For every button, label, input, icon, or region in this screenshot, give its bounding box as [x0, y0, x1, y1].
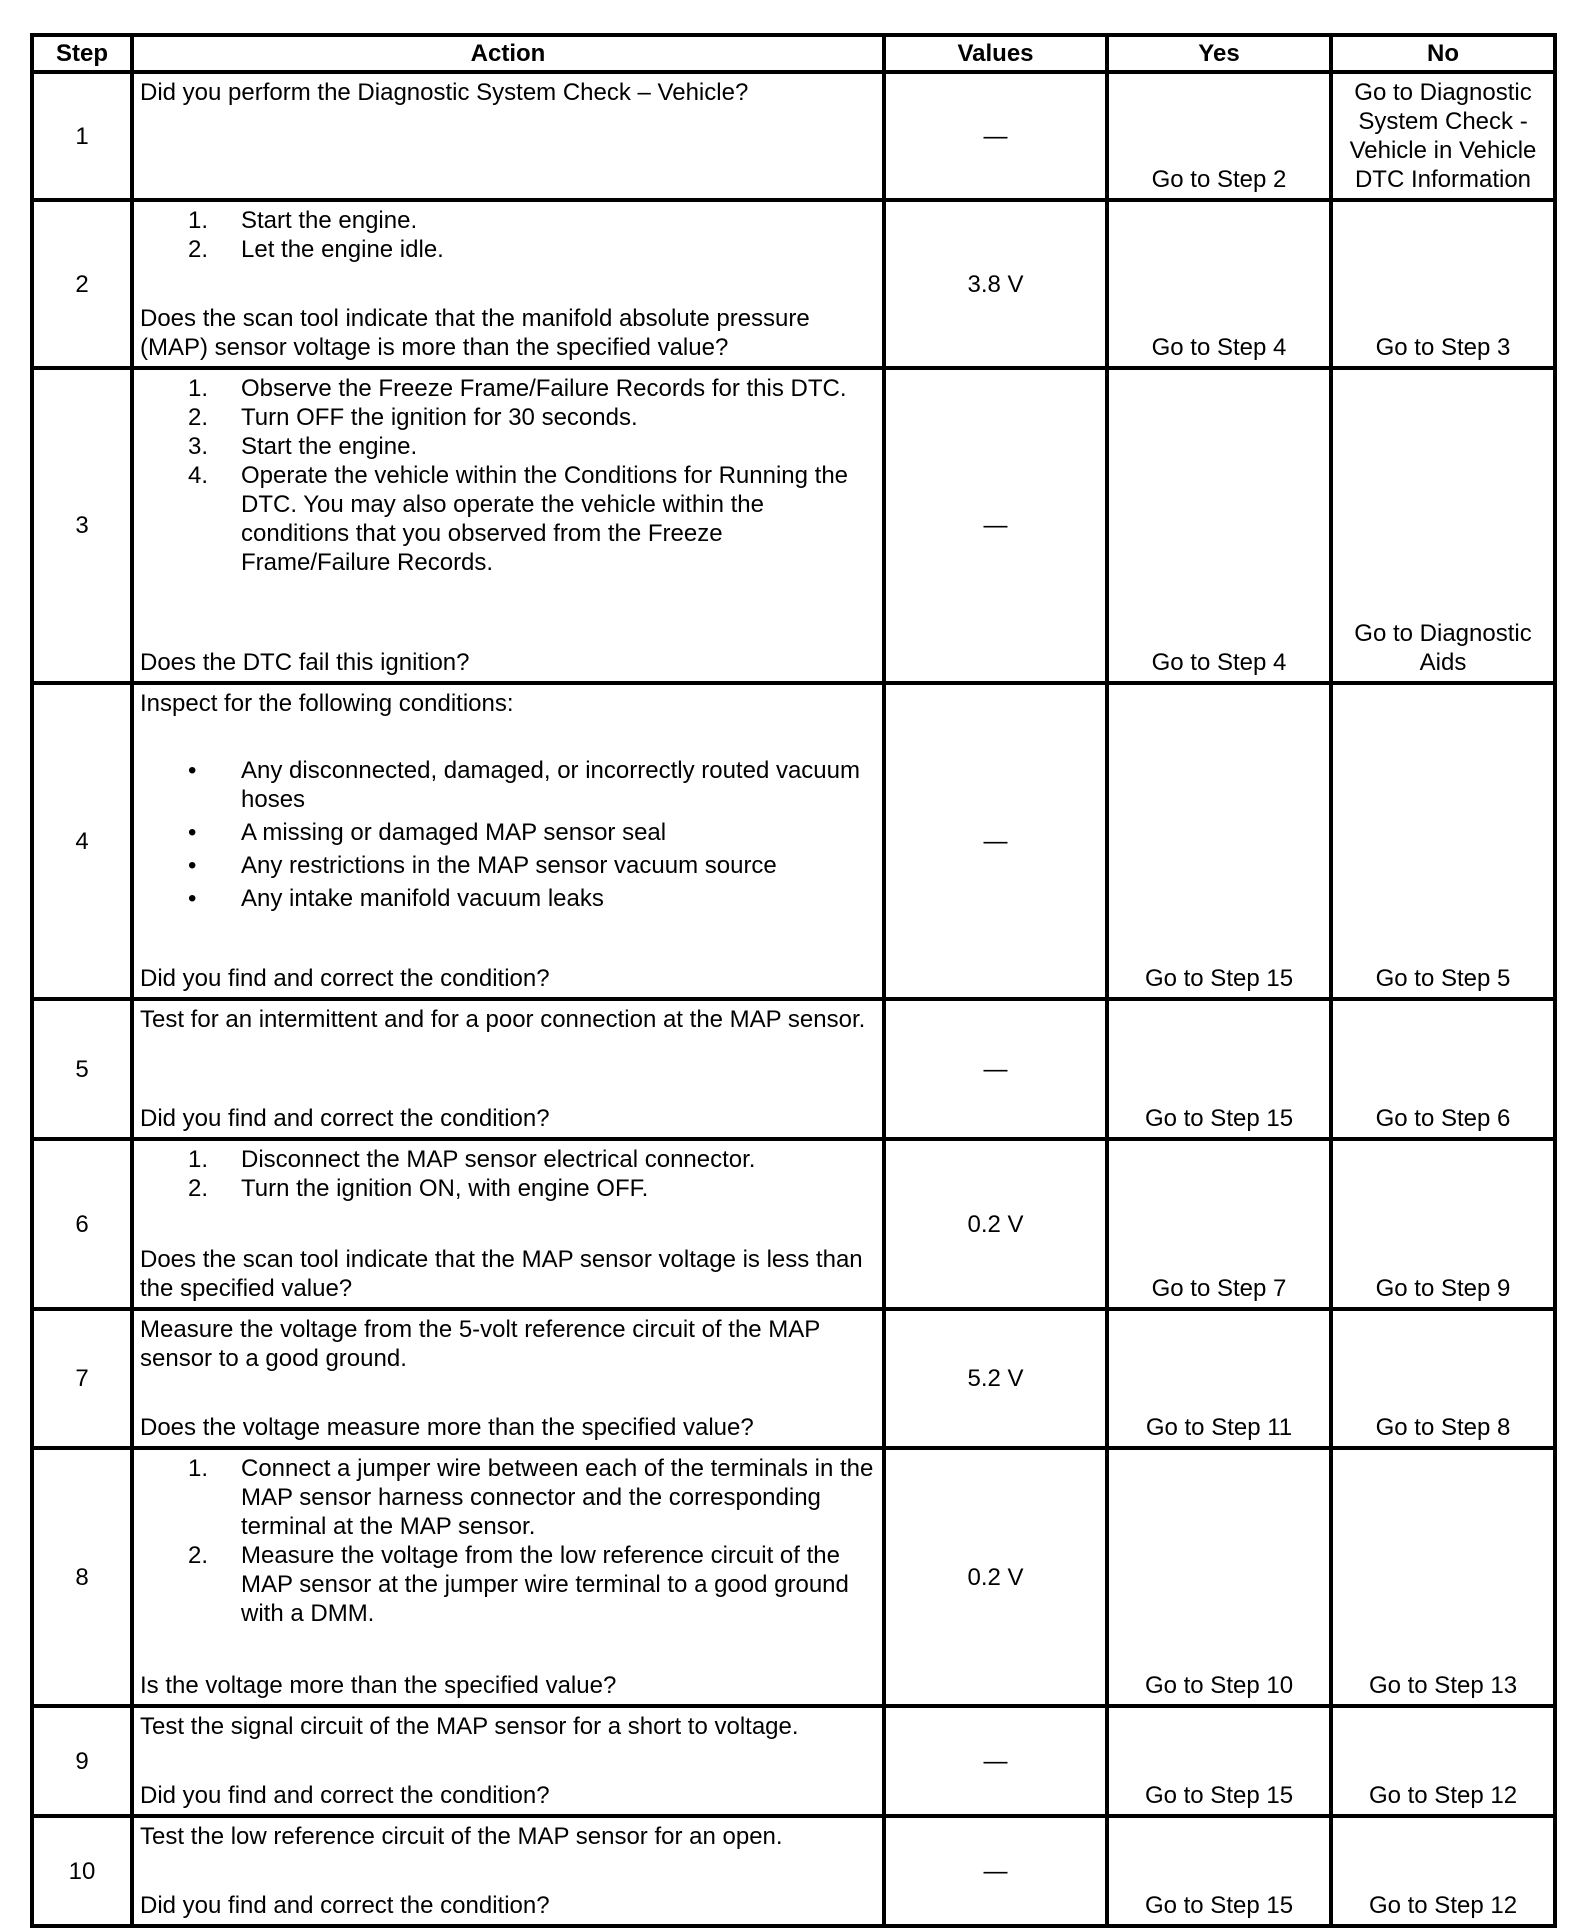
- action-cell: [132, 200, 884, 368]
- action-cell: [132, 1448, 884, 1706]
- action-steps: [140, 1454, 876, 1628]
- yes-cell: Go to Step 10: [1107, 1448, 1331, 1706]
- values-cell: 0.2 V: [884, 1448, 1107, 1706]
- action-cell: [132, 1139, 884, 1309]
- diagnostic-table: [30, 33, 1557, 1928]
- action-lead: Measure the voltage from the 5-volt reference circuit of the MAP sensor to a good ground.: [140, 1316, 820, 1372]
- action-question: Does the DTC fail this ignition?: [140, 649, 470, 676]
- step-number: 10: [32, 1816, 132, 1926]
- step-number: 8: [32, 1448, 132, 1706]
- action-question: Is the voltage more than the specified value?: [140, 1672, 617, 1699]
- table-row: [32, 999, 1555, 1139]
- values-cell: —: [884, 1706, 1107, 1816]
- yes-cell: Go to Step 15: [1107, 683, 1331, 999]
- values-cell: 0.2 V: [884, 1139, 1107, 1309]
- list-item: 1. Connect a jumper wire between each of the terminals in the MAP sensor harness connector and the corresponding terminal at the MAP sensor.: [188, 1455, 874, 1540]
- bullet-icon: •: [188, 819, 197, 846]
- list-item: 4. Operate the vehicle within the Conditions for Running the DTC. You may also operate the vehicle within the conditions that you observed from the Freeze Frame/Failure Records.: [188, 462, 849, 576]
- yes-cell: Go to Step 11: [1107, 1309, 1331, 1448]
- condition-list: [140, 756, 876, 913]
- action-cell: [132, 1706, 884, 1816]
- yes-cell: Go to Step 15: [1107, 999, 1331, 1139]
- step-number: 4: [32, 683, 132, 999]
- action-question: Does the scan tool indicate that the MAP sensor voltage is less than the specified value?: [140, 1246, 863, 1302]
- no-cell: Go to Step 12: [1331, 1816, 1555, 1926]
- step-number: 3: [32, 368, 132, 683]
- yes-cell: Go to Step 4: [1107, 368, 1331, 683]
- list-item: • Any disconnected, damaged, or incorrectly routed vacuum hoses: [188, 757, 860, 813]
- values-cell: —: [884, 1816, 1107, 1926]
- step-number: 2: [32, 200, 132, 368]
- values-cell: —: [884, 683, 1107, 999]
- table-row: [32, 683, 1555, 999]
- header-step: Step: [32, 35, 132, 72]
- table-row: [32, 72, 1555, 200]
- no-cell: Go to Step 6: [1331, 999, 1555, 1139]
- header-no: No: [1331, 35, 1555, 72]
- table-row: [32, 1816, 1555, 1926]
- header-action: Action: [132, 35, 884, 72]
- bullet-icon: •: [188, 852, 197, 879]
- action-question: Did you find and correct the condition?: [140, 1782, 550, 1809]
- list-item: • Any intake manifold vacuum leaks: [188, 885, 604, 912]
- action-question: Does the scan tool indicate that the manifold absolute pressure (MAP) sensor voltage is more than the specified value?: [140, 305, 810, 361]
- header-yes: Yes: [1107, 35, 1331, 72]
- action-question: Does the voltage measure more than the specified value?: [140, 1414, 754, 1441]
- yes-cell: Go to Step 7: [1107, 1139, 1331, 1309]
- yes-cell: Go to Step 4: [1107, 200, 1331, 368]
- no-cell: Go to Step 13: [1331, 1448, 1555, 1706]
- action-cell: [132, 683, 884, 999]
- table-row: [32, 368, 1555, 683]
- yes-cell: Go to Step 15: [1107, 1706, 1331, 1816]
- action-steps: [140, 1145, 876, 1203]
- no-cell: Go to Step 5: [1331, 683, 1555, 999]
- table-row: [32, 1139, 1555, 1309]
- action-lead: Test the signal circuit of the MAP sensor for a short to voltage.: [140, 1713, 799, 1740]
- values-cell: —: [884, 999, 1107, 1139]
- list-item: 2. Turn OFF the ignition for 30 seconds.: [188, 404, 638, 431]
- table-row: [32, 1448, 1555, 1706]
- no-cell: Go to Step 9: [1331, 1139, 1555, 1309]
- action-cell: [132, 1816, 884, 1926]
- action-question: Did you find and correct the condition?: [140, 965, 550, 992]
- list-item: • A missing or damaged MAP sensor seal: [188, 819, 667, 846]
- action-steps: [140, 206, 876, 264]
- values-cell: —: [884, 72, 1107, 200]
- values-cell: —: [884, 368, 1107, 683]
- table-row: [32, 1309, 1555, 1448]
- no-cell: Go to Step 8: [1331, 1309, 1555, 1448]
- list-item: 1. Observe the Freeze Frame/Failure Records for this DTC.: [188, 375, 847, 402]
- action-cell: [132, 1309, 884, 1448]
- list-item: 1. Start the engine.: [188, 207, 418, 234]
- table-row: [32, 200, 1555, 368]
- action-cell: [132, 72, 884, 200]
- action-question: Did you find and correct the condition?: [140, 1892, 550, 1919]
- values-cell: 3.8 V: [884, 200, 1107, 368]
- step-number: 5: [32, 999, 132, 1139]
- yes-cell: Go to Step 2: [1107, 72, 1331, 200]
- action-question: Did you find and correct the condition?: [140, 1105, 550, 1132]
- action-lead: Did you perform the Diagnostic System Check – Vehicle?: [140, 79, 749, 106]
- table-row: [32, 1706, 1555, 1816]
- no-cell: Go to Diagnostic System Check - Vehicle in Vehicle DTC Information: [1331, 72, 1555, 200]
- header-row: [32, 35, 1555, 72]
- no-cell: Go to Diagnostic Aids: [1331, 368, 1555, 683]
- step-number: 1: [32, 72, 132, 200]
- values-cell: 5.2 V: [884, 1309, 1107, 1448]
- no-cell: Go to Step 3: [1331, 200, 1555, 368]
- list-item: 2. Let the engine idle.: [188, 236, 444, 263]
- header-values: Values: [884, 35, 1107, 72]
- list-item: • Any restrictions in the MAP sensor vacuum source: [188, 852, 777, 879]
- list-item: 1. Disconnect the MAP sensor electrical connector.: [188, 1146, 756, 1173]
- step-number: 7: [32, 1309, 132, 1448]
- action-lead: Test the low reference circuit of the MAP sensor for an open.: [140, 1823, 783, 1850]
- bullet-icon: •: [188, 757, 197, 784]
- action-cell: [132, 999, 884, 1139]
- action-steps: [140, 374, 876, 577]
- no-cell: Go to Step 12: [1331, 1706, 1555, 1816]
- action-lead: Test for an intermittent and for a poor connection at the MAP sensor.: [140, 1006, 866, 1033]
- list-item: 3. Start the engine.: [188, 433, 418, 460]
- action-lead: Inspect for the following conditions:: [140, 690, 514, 717]
- step-number: 9: [32, 1706, 132, 1816]
- yes-cell: Go to Step 15: [1107, 1816, 1331, 1926]
- action-cell: [132, 368, 884, 683]
- step-number: 6: [32, 1139, 132, 1309]
- bullet-icon: •: [188, 885, 197, 912]
- list-item: 2. Measure the voltage from the low reference circuit of the MAP sensor at the jumper wire terminal to a good ground with a DMM.: [188, 1542, 849, 1627]
- list-item: 2. Turn the ignition ON, with engine OFF.: [188, 1175, 649, 1202]
